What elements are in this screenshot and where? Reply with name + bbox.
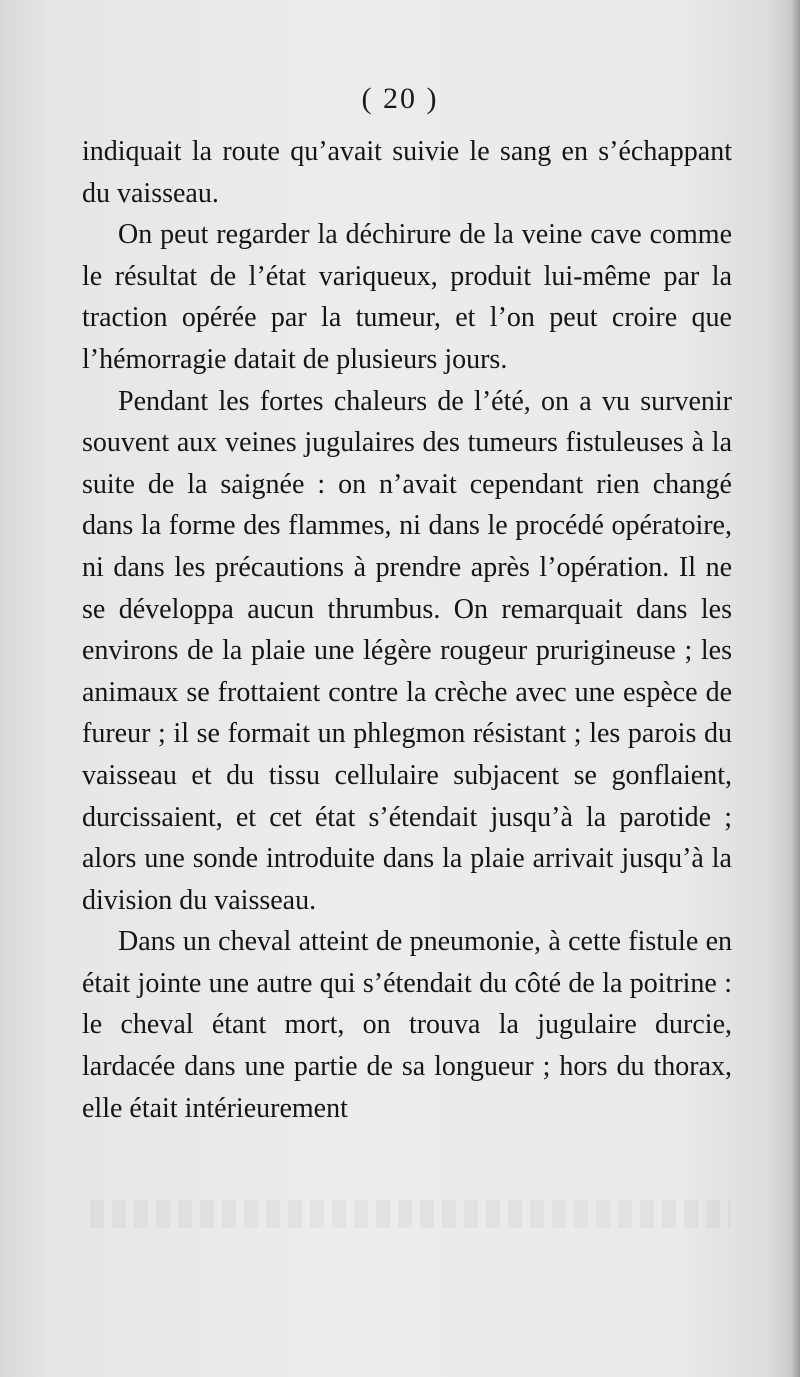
paragraph-pneumonia-case: Dans un cheval atteint de pneumonie, à cette fistule en était jointe une autre qui s’étendait du côté de la poitrine : le cheval étant mort, on trouva la jugulaire durcie, lardacée dans une partie de sa longueur ; hors du thorax, elle était intérieurement <box>82 926 732 1124</box>
show-through-text <box>90 1200 730 1228</box>
paragraph-jugular-tumors: Pendant les fortes chaleurs de l’été, on a vu survenir souvent aux veines jugulaires des tumeurs fistuleuses à la suite de la saignée : on n’avait cependant rien changé dans la forme des flammes, ni dans le procédé opératoire, ni dans les précautions à prendre après l’opération. Il ne se développa aucun thrumbus. On remarquait dans les environs de la plaie une légère rougeur prurigineuse ; les animaux se frottaient contre la crèche avec une espèce de fureur ; il se formait un phlegmon résistant ; les parois du vaisseau et du tissu cellulaire subjacent se gonflaient, durcissaient, et cet état s’étendait jusqu’à la parotide ; alors une sonde introduite dans la plaie arrivait jusqu’à la division du vaisseau. <box>82 385 732 916</box>
body-text <box>82 131 732 1129</box>
page-number: ( 20 ) <box>361 82 439 115</box>
paragraph-continuation: indiquait la route qu’avait suivie le sang en s’échappant du vaisseau. <box>82 136 732 209</box>
page-edge <box>790 0 800 1377</box>
paragraph-vein-rupture: On peut regarder la déchirure de la veine cave comme le résultat de l’état variqueux, produit lui-même par la traction opérée par la tumeur, et l’on peut croire que l’hémorragie datait de plusieurs jours. <box>82 219 732 375</box>
